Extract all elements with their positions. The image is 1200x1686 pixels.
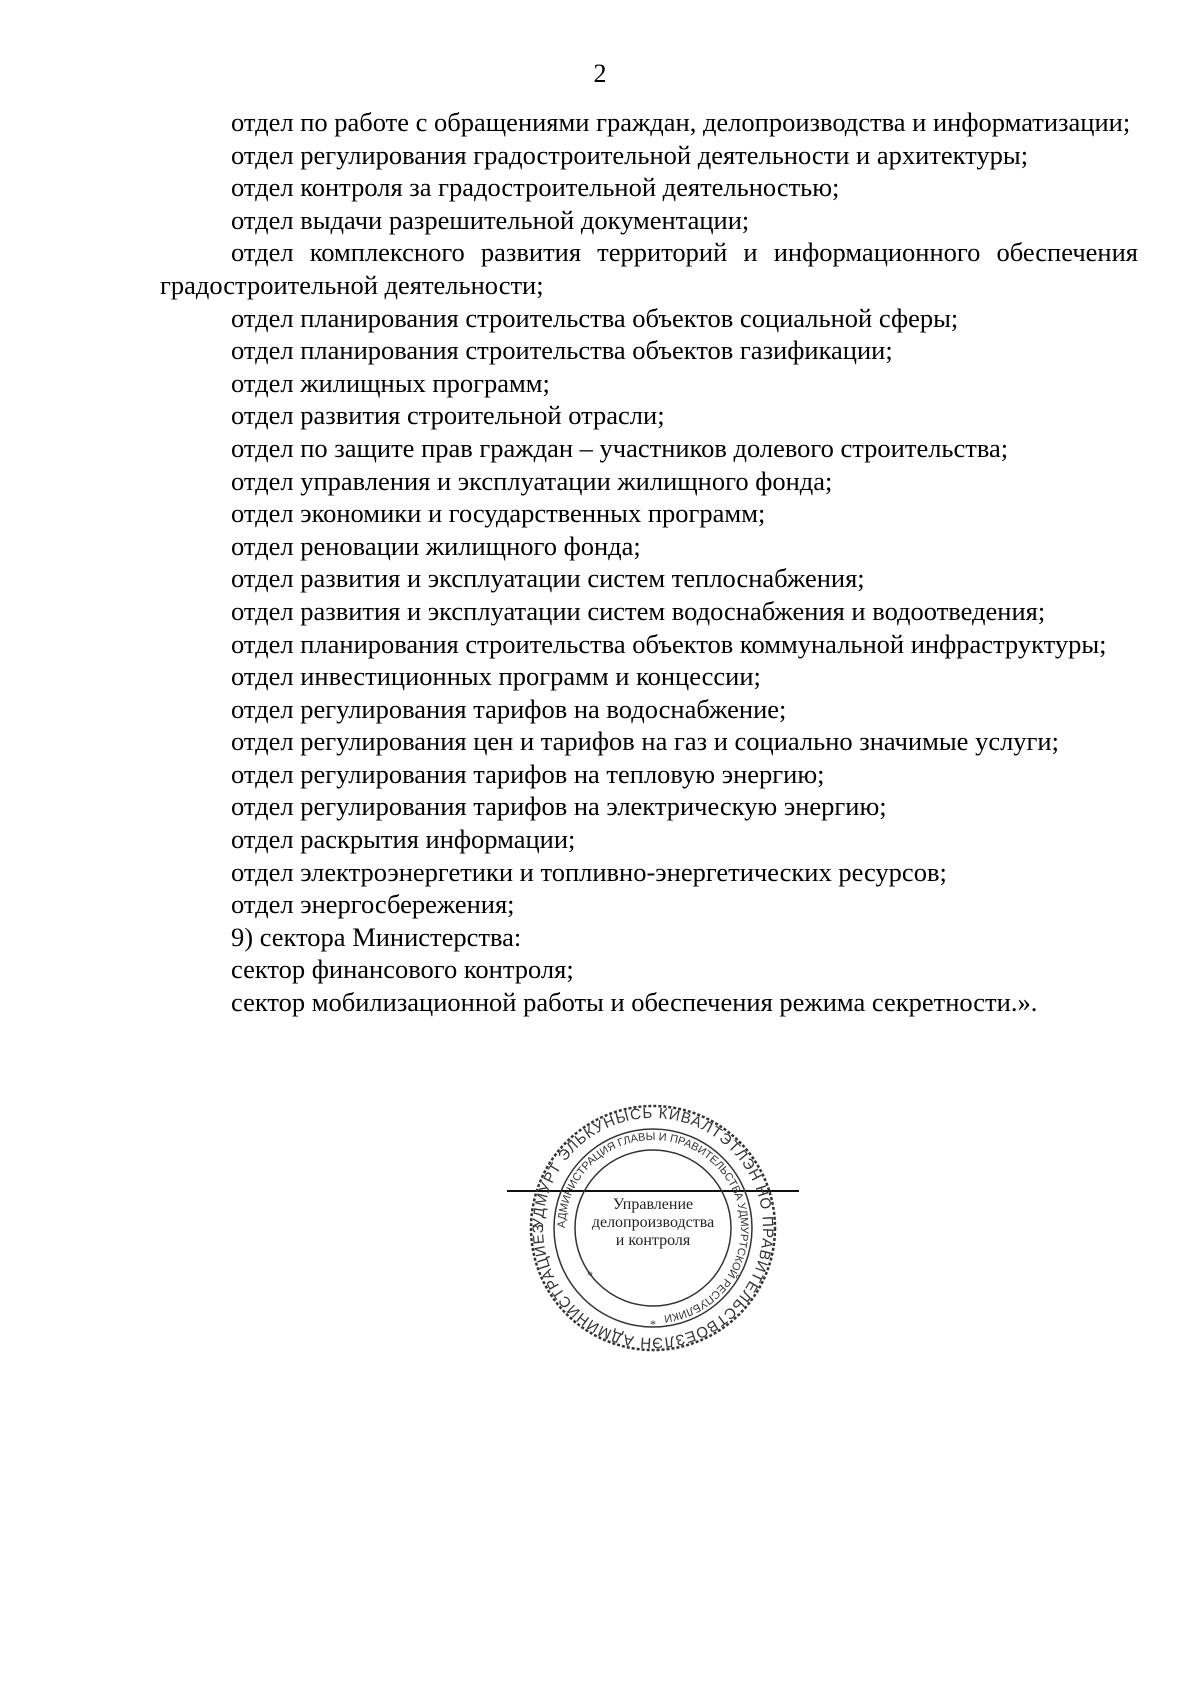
star-icon: * bbox=[587, 1268, 593, 1282]
paragraph: отдел комплексного развития территорий и информационного обеспечения градостроительной деятельности; bbox=[160, 237, 1138, 300]
paragraph: отдел регулирования тарифов на тепловую энергию; bbox=[231, 758, 825, 789]
paragraph: отдел планирования строительства объектов коммунальной инфраструктуры; bbox=[231, 628, 1107, 659]
paragraph: сектор мобилизационной работы и обеспечения режима секретности.». bbox=[231, 987, 1038, 1018]
paragraph: отдел по защите прав граждан – участников долевого строительства; bbox=[231, 432, 1009, 463]
paragraph: отдел управления и эксплуатации жилищного фонда; bbox=[231, 465, 833, 496]
paragraph: отдел развития и эксплуатации систем водоснабжения и водоотведения; bbox=[231, 595, 1046, 626]
seal-center-line: делопроизводства bbox=[591, 1214, 715, 1231]
paragraph: отдел экономики и государственных программ; bbox=[231, 498, 766, 529]
paragraph: 9) сектора Министерства: bbox=[231, 921, 522, 952]
paragraph: отдел регулирования тарифов на водоснабжение; bbox=[231, 693, 787, 724]
page-number: 2 bbox=[593, 59, 607, 88]
document-body bbox=[160, 106, 1138, 1019]
seal-center-text bbox=[578, 1196, 728, 1250]
seal-outer-text: УДМУРТ ЭЛЬКУНЫСЬ КИВАЛТЭТЛЭН НО ПРАВИТЕЛЬСТВОЕЗЛЭН АДМИНИСТРАЦИЕЗ bbox=[529, 1104, 777, 1352]
paragraph: отдел электроэнергетики и топливно-энергетических ресурсов; bbox=[231, 856, 947, 887]
paragraph: отдел выдачи разрешительной документации; bbox=[231, 204, 750, 235]
star-icon: * bbox=[650, 1317, 656, 1331]
paragraph: отдел развития строительной отрасли; bbox=[231, 400, 665, 431]
seal-inner-ring-text: АДМИНИСТРАЦИЯ ГЛАВЫ И ПРАВИТЕЛЬСТВА УДМУРТСКОЙ РЕСПУБЛИКИ bbox=[555, 1130, 751, 1325]
paragraph: отдел раскрытия информации; bbox=[231, 824, 576, 855]
paragraph: отдел регулирования тарифов на электрическую энергию; bbox=[231, 791, 887, 822]
paragraph: отдел развития и эксплуатации систем теплоснабжения; bbox=[231, 563, 865, 594]
paragraph: отдел планирования строительства объектов социальной сферы; bbox=[231, 302, 959, 333]
paragraph: отдел реновации жилищного фонда; bbox=[231, 530, 641, 561]
paragraph: отдел по работе с обращениями граждан, делопроизводства и информатизации; bbox=[231, 107, 1131, 137]
paragraph: отдел регулирования цен и тарифов на газ и социально значимые услуги; bbox=[231, 726, 1059, 757]
paragraph: отдел контроля за градостроительной деятельностью; bbox=[231, 172, 840, 203]
paragraph: отдел инвестиционных программ и концессии; bbox=[231, 661, 761, 692]
seal-center-line: и контроля bbox=[615, 1232, 691, 1249]
seal-center-line: Управление bbox=[612, 1196, 694, 1213]
paragraph: отдел планирования строительства объектов газификации; bbox=[231, 335, 893, 366]
paragraph: сектор финансового контроля; bbox=[231, 954, 574, 985]
paragraph: отдел жилищных программ; bbox=[231, 367, 550, 398]
paragraph: отдел регулирования градостроительной деятельности и архитектуры; bbox=[231, 139, 1029, 170]
paragraph: отдел энергосбережения; bbox=[231, 889, 515, 920]
